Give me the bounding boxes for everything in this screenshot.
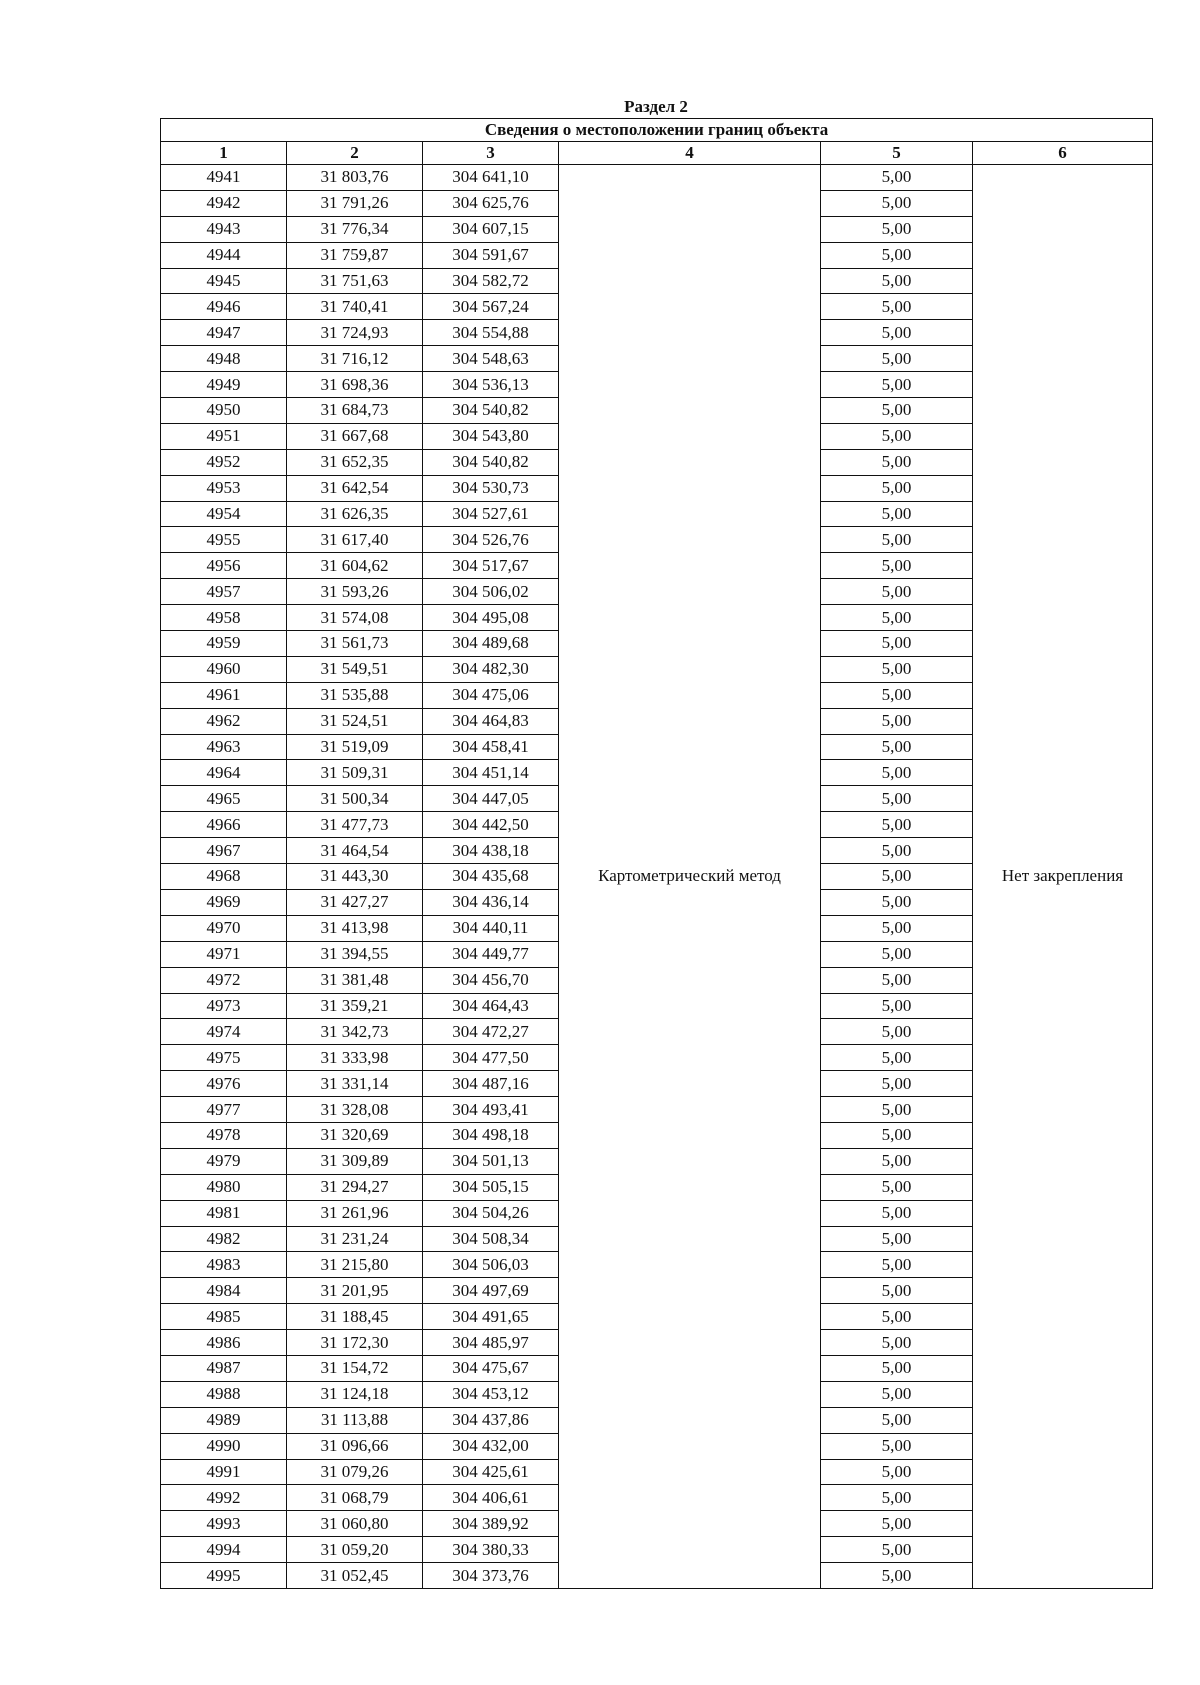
accuracy-cell: 5,00 (821, 1407, 973, 1433)
y-coordinate-cell: 304 440,11 (423, 915, 559, 941)
table-row (161, 165, 1153, 191)
y-coordinate-cell: 304 508,34 (423, 1226, 559, 1252)
x-coordinate-cell: 31 617,40 (287, 527, 423, 553)
y-coordinate-cell: 304 447,05 (423, 786, 559, 812)
y-coordinate-cell: 304 493,41 (423, 1097, 559, 1123)
point-number-cell: 4978 (161, 1122, 287, 1148)
x-coordinate-cell: 31 331,14 (287, 1071, 423, 1097)
x-coordinate-cell: 31 231,24 (287, 1226, 423, 1252)
accuracy-cell: 5,00 (821, 423, 973, 449)
method-cell: Картометрический метод (559, 165, 821, 1589)
y-coordinate-cell: 304 489,68 (423, 631, 559, 657)
x-coordinate-cell: 31 068,79 (287, 1485, 423, 1511)
column-header-5: 5 (821, 142, 973, 165)
y-coordinate-cell: 304 435,68 (423, 864, 559, 890)
point-number-cell: 4954 (161, 501, 287, 527)
point-number-cell: 4969 (161, 889, 287, 915)
accuracy-cell: 5,00 (821, 1511, 973, 1537)
x-coordinate-cell: 31 342,73 (287, 1019, 423, 1045)
accuracy-cell: 5,00 (821, 1330, 973, 1356)
accuracy-cell: 5,00 (821, 1459, 973, 1485)
y-coordinate-cell: 304 406,61 (423, 1485, 559, 1511)
y-coordinate-cell: 304 464,83 (423, 708, 559, 734)
accuracy-cell: 5,00 (821, 294, 973, 320)
y-coordinate-cell: 304 497,69 (423, 1278, 559, 1304)
accuracy-cell: 5,00 (821, 656, 973, 682)
point-number-cell: 4965 (161, 786, 287, 812)
y-coordinate-cell: 304 437,86 (423, 1407, 559, 1433)
x-coordinate-cell: 31 443,30 (287, 864, 423, 890)
y-coordinate-cell: 304 554,88 (423, 320, 559, 346)
x-coordinate-cell: 31 500,34 (287, 786, 423, 812)
x-coordinate-cell: 31 759,87 (287, 242, 423, 268)
x-coordinate-cell: 31 667,68 (287, 423, 423, 449)
accuracy-cell: 5,00 (821, 786, 973, 812)
point-number-cell: 4962 (161, 708, 287, 734)
point-number-cell: 4975 (161, 1045, 287, 1071)
y-coordinate-cell: 304 536,13 (423, 372, 559, 398)
point-number-cell: 4945 (161, 268, 287, 294)
point-number-cell: 4943 (161, 216, 287, 242)
x-coordinate-cell: 31 519,09 (287, 734, 423, 760)
document-page (160, 96, 1152, 1589)
y-coordinate-cell: 304 482,30 (423, 656, 559, 682)
accuracy-cell: 5,00 (821, 915, 973, 941)
x-coordinate-cell: 31 294,27 (287, 1174, 423, 1200)
y-coordinate-cell: 304 442,50 (423, 812, 559, 838)
accuracy-cell: 5,00 (821, 631, 973, 657)
y-coordinate-cell: 304 582,72 (423, 268, 559, 294)
y-coordinate-cell: 304 477,50 (423, 1045, 559, 1071)
column-header-1: 1 (161, 142, 287, 165)
accuracy-cell: 5,00 (821, 760, 973, 786)
x-coordinate-cell: 31 776,34 (287, 216, 423, 242)
column-header-2: 2 (287, 142, 423, 165)
y-coordinate-cell: 304 548,63 (423, 346, 559, 372)
x-coordinate-cell: 31 751,63 (287, 268, 423, 294)
point-number-cell: 4990 (161, 1433, 287, 1459)
y-coordinate-cell: 304 495,08 (423, 605, 559, 631)
y-coordinate-cell: 304 449,77 (423, 941, 559, 967)
x-coordinate-cell: 31 215,80 (287, 1252, 423, 1278)
x-coordinate-cell: 31 791,26 (287, 190, 423, 216)
x-coordinate-cell: 31 079,26 (287, 1459, 423, 1485)
y-coordinate-cell: 304 526,76 (423, 527, 559, 553)
point-number-cell: 4971 (161, 941, 287, 967)
point-number-cell: 4988 (161, 1381, 287, 1407)
point-number-cell: 4946 (161, 294, 287, 320)
y-coordinate-cell: 304 641,10 (423, 165, 559, 191)
y-coordinate-cell: 304 380,33 (423, 1537, 559, 1563)
y-coordinate-cell: 304 425,61 (423, 1459, 559, 1485)
y-coordinate-cell: 304 540,82 (423, 449, 559, 475)
x-coordinate-cell: 31 698,36 (287, 372, 423, 398)
accuracy-cell: 5,00 (821, 1433, 973, 1459)
x-coordinate-cell: 31 309,89 (287, 1148, 423, 1174)
accuracy-cell: 5,00 (821, 579, 973, 605)
point-number-cell: 4974 (161, 1019, 287, 1045)
point-number-cell: 4972 (161, 967, 287, 993)
x-coordinate-cell: 31 535,88 (287, 682, 423, 708)
point-number-cell: 4951 (161, 423, 287, 449)
y-coordinate-cell: 304 464,43 (423, 993, 559, 1019)
x-coordinate-cell: 31 154,72 (287, 1355, 423, 1381)
x-coordinate-cell: 31 561,73 (287, 631, 423, 657)
y-coordinate-cell: 304 436,14 (423, 889, 559, 915)
y-coordinate-cell: 304 567,24 (423, 294, 559, 320)
point-number-cell: 4949 (161, 372, 287, 398)
point-number-cell: 4950 (161, 398, 287, 424)
accuracy-cell: 5,00 (821, 864, 973, 890)
accuracy-cell: 5,00 (821, 346, 973, 372)
point-number-cell: 4985 (161, 1304, 287, 1330)
y-coordinate-cell: 304 530,73 (423, 475, 559, 501)
accuracy-cell: 5,00 (821, 1019, 973, 1045)
accuracy-cell: 5,00 (821, 553, 973, 579)
point-number-cell: 4979 (161, 1148, 287, 1174)
x-coordinate-cell: 31 684,73 (287, 398, 423, 424)
column-header-4: 4 (559, 142, 821, 165)
accuracy-cell: 5,00 (821, 475, 973, 501)
accuracy-cell: 5,00 (821, 449, 973, 475)
x-coordinate-cell: 31 052,45 (287, 1563, 423, 1589)
accuracy-cell: 5,00 (821, 1122, 973, 1148)
point-number-cell: 4989 (161, 1407, 287, 1433)
x-coordinate-cell: 31 320,69 (287, 1122, 423, 1148)
y-coordinate-cell: 304 472,27 (423, 1019, 559, 1045)
x-coordinate-cell: 31 464,54 (287, 838, 423, 864)
accuracy-cell: 5,00 (821, 1355, 973, 1381)
y-coordinate-cell: 304 506,03 (423, 1252, 559, 1278)
accuracy-cell: 5,00 (821, 1226, 973, 1252)
accuracy-cell: 5,00 (821, 1304, 973, 1330)
x-coordinate-cell: 31 328,08 (287, 1097, 423, 1123)
x-coordinate-cell: 31 724,93 (287, 320, 423, 346)
section-title: Раздел 2 (624, 97, 688, 116)
point-number-cell: 4987 (161, 1355, 287, 1381)
accuracy-cell: 5,00 (821, 1148, 973, 1174)
y-coordinate-cell: 304 451,14 (423, 760, 559, 786)
y-coordinate-cell: 304 458,41 (423, 734, 559, 760)
accuracy-cell: 5,00 (821, 320, 973, 346)
x-coordinate-cell: 31 803,76 (287, 165, 423, 191)
accuracy-cell: 5,00 (821, 216, 973, 242)
table-caption-row (161, 119, 1153, 142)
x-coordinate-cell: 31 549,51 (287, 656, 423, 682)
point-number-cell: 4961 (161, 682, 287, 708)
x-coordinate-cell: 31 604,62 (287, 553, 423, 579)
accuracy-cell: 5,00 (821, 889, 973, 915)
accuracy-cell: 5,00 (821, 501, 973, 527)
y-coordinate-cell: 304 591,67 (423, 242, 559, 268)
y-coordinate-cell: 304 475,06 (423, 682, 559, 708)
y-coordinate-cell: 304 475,67 (423, 1355, 559, 1381)
y-coordinate-cell: 304 504,26 (423, 1200, 559, 1226)
point-number-cell: 4947 (161, 320, 287, 346)
accuracy-cell: 5,00 (821, 1200, 973, 1226)
column-number-row (161, 142, 1153, 165)
y-coordinate-cell: 304 540,82 (423, 398, 559, 424)
point-number-cell: 4953 (161, 475, 287, 501)
y-coordinate-cell: 304 485,97 (423, 1330, 559, 1356)
table-caption: Сведения о местоположении границ объекта (161, 119, 1153, 142)
point-number-cell: 4964 (161, 760, 287, 786)
accuracy-cell: 5,00 (821, 372, 973, 398)
x-coordinate-cell: 31 477,73 (287, 812, 423, 838)
point-number-cell: 4948 (161, 346, 287, 372)
point-number-cell: 4966 (161, 812, 287, 838)
y-coordinate-cell: 304 432,00 (423, 1433, 559, 1459)
point-number-cell: 4963 (161, 734, 287, 760)
x-coordinate-cell: 31 201,95 (287, 1278, 423, 1304)
accuracy-cell: 5,00 (821, 993, 973, 1019)
point-number-cell: 4977 (161, 1097, 287, 1123)
y-coordinate-cell: 304 506,02 (423, 579, 559, 605)
y-coordinate-cell: 304 543,80 (423, 423, 559, 449)
accuracy-cell: 5,00 (821, 1278, 973, 1304)
y-coordinate-cell: 304 438,18 (423, 838, 559, 864)
point-number-cell: 4956 (161, 553, 287, 579)
accuracy-cell: 5,00 (821, 165, 973, 191)
accuracy-cell: 5,00 (821, 838, 973, 864)
y-coordinate-cell: 304 487,16 (423, 1071, 559, 1097)
y-coordinate-cell: 304 373,76 (423, 1563, 559, 1589)
point-number-cell: 4970 (161, 915, 287, 941)
accuracy-cell: 5,00 (821, 812, 973, 838)
point-number-cell: 4958 (161, 605, 287, 631)
y-coordinate-cell: 304 501,13 (423, 1148, 559, 1174)
x-coordinate-cell: 31 593,26 (287, 579, 423, 605)
y-coordinate-cell: 304 453,12 (423, 1381, 559, 1407)
x-coordinate-cell: 31 124,18 (287, 1381, 423, 1407)
x-coordinate-cell: 31 652,35 (287, 449, 423, 475)
accuracy-cell: 5,00 (821, 1045, 973, 1071)
accuracy-cell: 5,00 (821, 1174, 973, 1200)
point-number-cell: 4952 (161, 449, 287, 475)
accuracy-cell: 5,00 (821, 1097, 973, 1123)
x-coordinate-cell: 31 394,55 (287, 941, 423, 967)
point-number-cell: 4982 (161, 1226, 287, 1252)
accuracy-cell: 5,00 (821, 605, 973, 631)
point-number-cell: 4991 (161, 1459, 287, 1485)
boundary-table (160, 118, 1153, 1589)
x-coordinate-cell: 31 059,20 (287, 1537, 423, 1563)
x-coordinate-cell: 31 172,30 (287, 1330, 423, 1356)
point-number-cell: 4973 (161, 993, 287, 1019)
accuracy-cell: 5,00 (821, 1252, 973, 1278)
accuracy-cell: 5,00 (821, 398, 973, 424)
column-header-3: 3 (423, 142, 559, 165)
point-number-cell: 4955 (161, 527, 287, 553)
x-coordinate-cell: 31 626,35 (287, 501, 423, 527)
x-coordinate-cell: 31 096,66 (287, 1433, 423, 1459)
accuracy-cell: 5,00 (821, 1485, 973, 1511)
point-number-cell: 4983 (161, 1252, 287, 1278)
x-coordinate-cell: 31 574,08 (287, 605, 423, 631)
point-number-cell: 4995 (161, 1563, 287, 1589)
accuracy-cell: 5,00 (821, 967, 973, 993)
y-coordinate-cell: 304 607,15 (423, 216, 559, 242)
y-coordinate-cell: 304 456,70 (423, 967, 559, 993)
point-number-cell: 4986 (161, 1330, 287, 1356)
x-coordinate-cell: 31 113,88 (287, 1407, 423, 1433)
accuracy-cell: 5,00 (821, 1071, 973, 1097)
x-coordinate-cell: 31 642,54 (287, 475, 423, 501)
point-number-cell: 4994 (161, 1537, 287, 1563)
x-coordinate-cell: 31 524,51 (287, 708, 423, 734)
y-coordinate-cell: 304 527,61 (423, 501, 559, 527)
accuracy-cell: 5,00 (821, 1563, 973, 1589)
y-coordinate-cell: 304 517,67 (423, 553, 559, 579)
point-number-cell: 4993 (161, 1511, 287, 1537)
point-number-cell: 4957 (161, 579, 287, 605)
x-coordinate-cell: 31 188,45 (287, 1304, 423, 1330)
accuracy-cell: 5,00 (821, 242, 973, 268)
accuracy-cell: 5,00 (821, 1381, 973, 1407)
accuracy-cell: 5,00 (821, 941, 973, 967)
x-coordinate-cell: 31 261,96 (287, 1200, 423, 1226)
point-number-cell: 4942 (161, 190, 287, 216)
point-number-cell: 4959 (161, 631, 287, 657)
accuracy-cell: 5,00 (821, 734, 973, 760)
point-number-cell: 4944 (161, 242, 287, 268)
fixing-cell: Нет закрепления (973, 165, 1153, 1589)
y-coordinate-cell: 304 491,65 (423, 1304, 559, 1330)
point-number-cell: 4981 (161, 1200, 287, 1226)
point-number-cell: 4968 (161, 864, 287, 890)
accuracy-cell: 5,00 (821, 708, 973, 734)
y-coordinate-cell: 304 498,18 (423, 1122, 559, 1148)
x-coordinate-cell: 31 740,41 (287, 294, 423, 320)
point-number-cell: 4960 (161, 656, 287, 682)
accuracy-cell: 5,00 (821, 190, 973, 216)
column-header-6: 6 (973, 142, 1153, 165)
x-coordinate-cell: 31 427,27 (287, 889, 423, 915)
point-number-cell: 4941 (161, 165, 287, 191)
x-coordinate-cell: 31 509,31 (287, 760, 423, 786)
y-coordinate-cell: 304 625,76 (423, 190, 559, 216)
point-number-cell: 4992 (161, 1485, 287, 1511)
accuracy-cell: 5,00 (821, 268, 973, 294)
point-number-cell: 4967 (161, 838, 287, 864)
x-coordinate-cell: 31 381,48 (287, 967, 423, 993)
y-coordinate-cell: 304 505,15 (423, 1174, 559, 1200)
point-number-cell: 4976 (161, 1071, 287, 1097)
x-coordinate-cell: 31 716,12 (287, 346, 423, 372)
x-coordinate-cell: 31 333,98 (287, 1045, 423, 1071)
x-coordinate-cell: 31 413,98 (287, 915, 423, 941)
point-number-cell: 4980 (161, 1174, 287, 1200)
y-coordinate-cell: 304 389,92 (423, 1511, 559, 1537)
accuracy-cell: 5,00 (821, 1537, 973, 1563)
accuracy-cell: 5,00 (821, 682, 973, 708)
x-coordinate-cell: 31 060,80 (287, 1511, 423, 1537)
point-number-cell: 4984 (161, 1278, 287, 1304)
x-coordinate-cell: 31 359,21 (287, 993, 423, 1019)
accuracy-cell: 5,00 (821, 527, 973, 553)
